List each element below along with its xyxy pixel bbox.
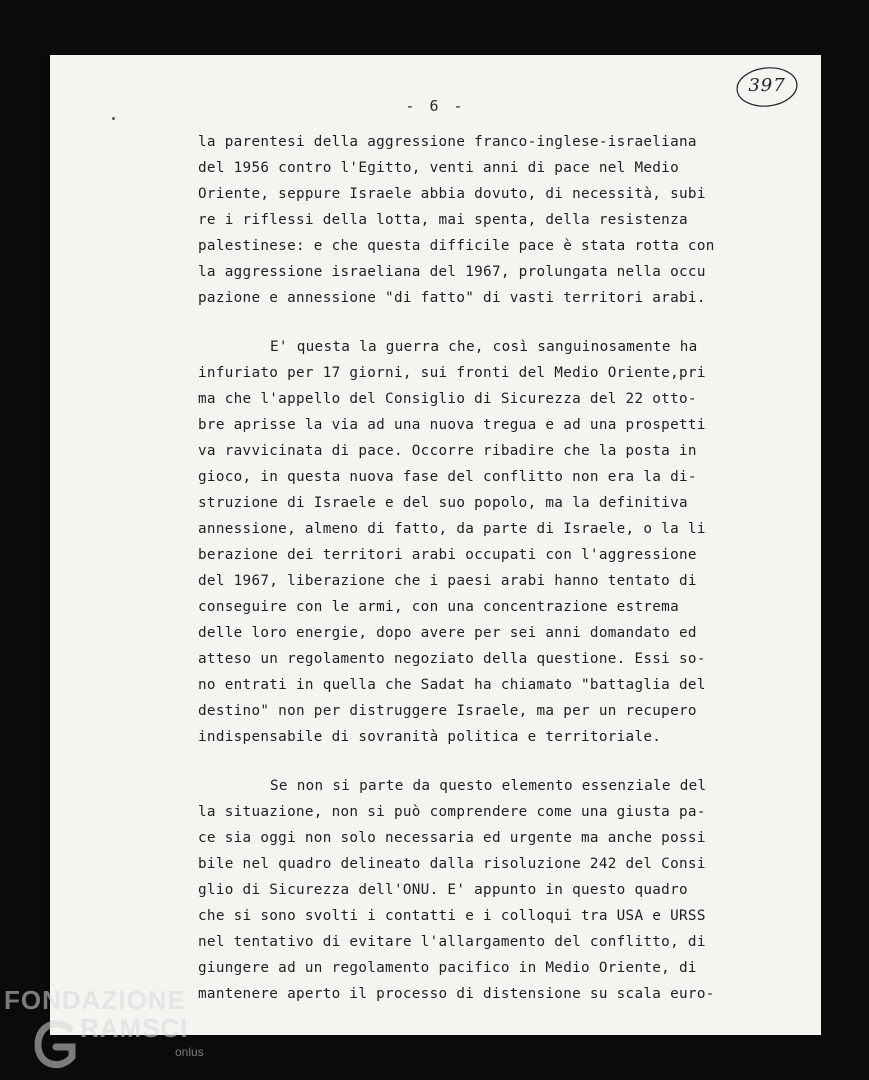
text-line: struzione di Israele e del suo popolo, ma la definitiva — [198, 495, 688, 511]
text-line: che si sono svolti i contatti e i colloqui tra USA e URSS — [198, 908, 706, 924]
text-line: la parentesi della aggressione franco-inglese-israeliana — [198, 134, 697, 150]
text-line: delle loro energie, dopo avere per sei anni domandato ed — [198, 625, 697, 641]
text-line: nel tentativo di evitare l'allargamento del conflitto, di — [198, 934, 706, 950]
text-line: gioco, in questa nuova fase del conflitto non era la di- — [198, 469, 697, 485]
ink-mark — [112, 117, 115, 120]
text-line: bre aprisse la via ad una nuova tregua e ad una prospetti — [198, 417, 706, 433]
archive-number-text: 397 — [748, 75, 786, 96]
body-text — [198, 129, 743, 1007]
archive-number-stamp — [735, 65, 799, 109]
text-line: berazione dei territori arabi occupati con l'aggressione — [198, 547, 697, 563]
text-line: no entrati in quella che Sadat ha chiamato "battaglia del — [198, 677, 706, 693]
text-line: giungere ad un regolamento pacifico in Medio Oriente, di — [198, 960, 697, 976]
watermark-line2: RAMSCI — [80, 1013, 189, 1043]
watermark-line3: onlus — [175, 1045, 204, 1059]
document-page — [50, 55, 821, 1035]
foundation-watermark — [0, 985, 240, 1080]
text-line: bile nel quadro delineato dalla risoluzione 242 del Consi — [198, 856, 706, 872]
text-line: del 1956 contro l'Egitto, venti anni di pace nel Medio — [198, 160, 680, 176]
g-logo-icon — [30, 1015, 80, 1075]
text-line: la aggressione israeliana del 1967, prolungata nella occu — [198, 264, 706, 280]
text-line: del 1967, liberazione che i paesi arabi hanno tentato di — [198, 573, 697, 589]
text-line: Oriente, seppure Israele abbia dovuto, di necessità, subi — [198, 186, 706, 202]
text-line: E' questa la guerra che, così sanguinosamente ha — [270, 339, 698, 355]
text-line: glio di Sicurezza dell'ONU. E' appunto in questo quadro — [198, 882, 688, 898]
text-line: conseguire con le armi, con una concentrazione estrema — [198, 599, 680, 615]
text-line: ma che l'appello del Consiglio di Sicurezza del 22 otto- — [198, 391, 697, 407]
text-line: annessione, almeno di fatto, da parte di Israele, o la li — [198, 521, 706, 537]
text-line: la situazione, non si può comprendere come una giusta pa- — [198, 804, 706, 820]
text-line: re i riflessi della lotta, mai spenta, della resistenza — [198, 212, 688, 228]
text-line: va ravvicinata di pace. Occorre ribadire che la posta in — [198, 443, 697, 459]
text-line: mantenere aperto il processo di distensione su scala euro- — [198, 986, 715, 1002]
text-line: Se non si parte da questo elemento essenziale del — [270, 778, 707, 794]
text-line: ce sia oggi non solo necessaria ed urgente ma anche possi — [198, 830, 706, 846]
watermark-line1: FONDAZIONE — [4, 985, 186, 1015]
text-line: destino" non per distruggere Israele, ma per un recupero — [198, 703, 697, 719]
text-line: pazione e annessione "di fatto" di vasti territori arabi. — [198, 290, 706, 306]
text-line: atteso un regolamento negoziato della questione. Essi so- — [198, 651, 706, 667]
text-line: indispensabile di sovranità politica e territoriale. — [198, 729, 662, 745]
text-line: palestinese: e che questa difficile pace è stata rotta con — [198, 238, 715, 254]
text-line: infuriato per 17 giorni, sui fronti del Medio Oriente,pri — [198, 365, 706, 381]
page-number: - 6 - — [405, 97, 466, 115]
